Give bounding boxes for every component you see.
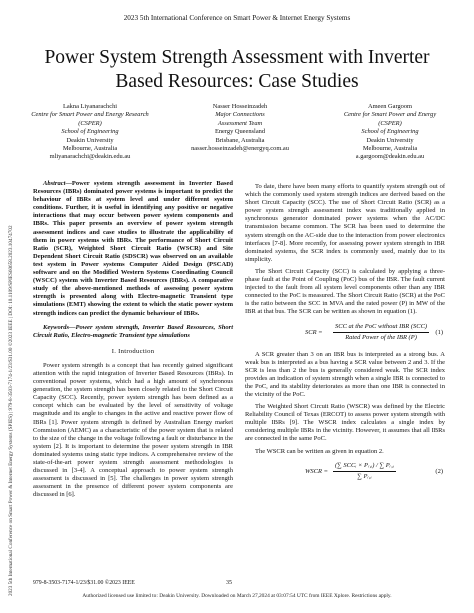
author-city: Deakin University [366, 136, 414, 144]
author-1 [20, 103, 160, 162]
abstract-label: Abstract [43, 180, 66, 187]
equation-1-denominator: Rated Power of the IBR (P) [345, 333, 417, 341]
author-name: Ameen Gargoom [367, 103, 413, 110]
equation-2-lhs: WSCR = [305, 467, 328, 475]
author-affiliation-2: School of Engineering [61, 128, 119, 136]
equation-1-numerator: SCC at the PoC without IBR (SCC) [333, 323, 429, 333]
author-city: Brisbane, Australia [215, 136, 265, 144]
page-number: 35 [226, 580, 232, 586]
author-city: Melbourne, Australia [62, 145, 118, 153]
left-column [33, 180, 233, 503]
author-2 [170, 103, 310, 153]
body-paragraph-4: The Weighted Short Circuit Ratio (WSCR) was defined by the Electric Reliability Council of Texas (ERCOT) to assess power system strength with multiple IBRs [9]. The WSCR index calculates a single index by considering multiple IBRs in the vicinity. However, it assumes that all IBRs are connected in the same PoC. [245, 403, 445, 443]
title-line-2: Based Resources: Case Studies [115, 71, 359, 92]
author-email[interactable]: nasser.hosseinzadeh@energyq.com.au [191, 145, 289, 153]
author-name: Lakna Liyanarachchi [62, 103, 118, 110]
right-column [245, 183, 445, 490]
author-affiliation: Centre for Smart Power and Energy Research (CSPER) [31, 111, 149, 127]
keywords [33, 324, 233, 340]
author-affiliation: Centre for Smart Power and Energy [343, 111, 437, 119]
author-org: School of Engineering [361, 128, 419, 136]
author-org: Deakin University [66, 136, 114, 144]
equation-2-number: (2) [435, 467, 443, 475]
author-affiliation-2: Assessment Team [217, 119, 263, 127]
equation-1-fraction [333, 323, 429, 342]
intro-paragraph: Power system strength is a concept that has recently gained significant attention with the rapid integration of Inverter Based Resources (IBRs). In conventional power systems, which had a high amount of synchronous generation, the system strength has been closely related to the Short Circuit Capacity (SCC). Recently, power system strength has been defined as a concept which can be evaluated by the level of sensitivity of voltage magnitude and its angle to changes in the active and reactive power flow of IBRs [1]. Power system strength is defined by Australian Energy market Commission (AEMC) as a characteristic of the power system that is related to the size of the change in the voltage following a fault or disturbance in the system [2]. It is important to determine the power system strength in IBR dominated systems using static type indices. A comprehensive review of the state-of-the-art power system strength assessment methodologies is discussed in [3-4]. A conceptual approach to power system strength assessment is discussed in [5]. The challenges in power system strength assessment in the presence of different power system components are discussed in [6]. [33, 361, 233, 499]
abstract-text: —Power system strength assessment in Inverter Based Resources (IBRs) dominated power systems is important to predict the behaviour of IBRs at system level and under different system conditions. Further, it is useful in identifying any positive or negative interactions that may occur between power system components and IBRs. This paper presents an overview of power system strength assessment indices and case studies to illustrate the applicability of them in power systems with IBRs. The performance of Short Circuit Ratio (SCR), Weighted Short Circuit Ratio (WSCR) and Site Dependent Short Circuit Ratio (SDSCR) was observed on an available test system in Power systems Computer Aided Design (PSCAD) software and on the Modified Western Systems Coordinating Council (WSCC) system with Inverter Based Resources (IBRs). A comparative study of the above-mentioned methods of assessing power system strength is presented along with Electro-magnetic Transient type simulations (EMT) showing the extent to which the static power system strength indices can predict the dynamic behaviour of IBRs. [33, 180, 233, 317]
body-paragraph-3: A SCR greater than 3 on an IBR bus is interpreted as a strong bus. A weak bus is interpreted as a bus having a SCR value between 2 and 3. If the SCR is less than 2 the bus is generally considered weak. The SCR index provides an indication of system strength when a single IBR is connected to the PoC, and its stability deteriorates as more than one IBR is connected in the vicinity of the PoC. [245, 350, 445, 398]
equation-1 [245, 323, 445, 345]
author-org: Energy Queensland [214, 128, 266, 136]
conference-header: 2023 5th International Conference on Smart Power & Internet Energy Systems [123, 14, 351, 22]
author-3 [320, 103, 460, 162]
footer-isbn: 979-8-3503-7174-1/23/$31.00 ©2023 IEEE [33, 580, 135, 586]
equation-1-lhs: SCR = [305, 328, 323, 336]
section-heading-introduction: I. Introduction [111, 347, 155, 355]
paper-title [40, 46, 434, 94]
equation-2-denominator: ∑ Pᵣ,ᵢ [357, 472, 372, 480]
equation-2-numerator: (∑ SCCᵢ × Pᵣ,ᵢ) / ∑ Pᵣ,ᵢ [333, 462, 396, 472]
author-name: Nasser Hosseinzadeh [212, 103, 268, 110]
keywords-label: Keywords [43, 323, 69, 331]
equation-2-fraction [333, 462, 396, 481]
abstract [33, 180, 233, 318]
body-paragraph-5: The WSCR can be written as given in equation 2. [255, 447, 384, 455]
title-line-1: Power System Strength Assessment with Inverter [44, 47, 430, 68]
equation-1-number: (1) [435, 328, 443, 336]
keywords-text: —Power system strength, Inverter Based Resources, Short Circuit Ratio, Electro-magnetic Transient type simulations [33, 323, 233, 339]
author-email[interactable]: a.gargoom@deakin.edu.au [355, 153, 425, 161]
equation-2 [245, 462, 445, 484]
author-affiliation: Major Connections [215, 111, 265, 119]
side-doi-strip: 2023 5th International Conference on Smart Power & Internet Energy Systems (SPIES) | 979-8-3503-7174-1/23/$31.00 ©2023 IEEE | DOI: 10.1109/SPIES60658.2023.10474702 [8, 225, 14, 596]
author-city-2: Melbourne, Australia [362, 145, 418, 153]
body-paragraph-2: The Short Circuit Capacity (SCC) is calculated by applying a three-phase fault at the Point of Coupling (PoC) bus of the IBR. The fault current injected to the fault from all system level components other than any IBR connected to the PoC is measured. The Short Circuit Ratio (SCR) at the PoC is the ratio between the SCC in MVA and the rated power (P) in MW of the IBR at that bus. The SCR can be written as shown in equation (1). [245, 267, 445, 316]
author-affiliation-2: (CSPER) [378, 119, 402, 127]
body-paragraph-1: To date, there have been many efforts to quantify system strength out of which the commonly used system strength indices are derived based on the Short Circuit Capacity (SCC). The use of Short Circuit Ratio (SCR) as a power system strength assessment index was traditionally applied in synchronous generator dominated power systems when the AC/DC transmission became common. The SCR has been used to determine the system strength on the AC-side due to the interaction from power electronics interfaces [7-8]. More recently, for assessing power system strength in IBR dominated systems, the SCR index is commonly used, mainly due to its simplicity. [245, 183, 445, 263]
author-email[interactable]: mliyanarachchi@deakin.edu.au [49, 153, 131, 161]
footer-license: Authorized licensed use limited to: Deakin University. Downloaded on March 27,2024 at 03:07:54 UTC from IEEE Xplore. Restrictions apply. [82, 593, 392, 599]
